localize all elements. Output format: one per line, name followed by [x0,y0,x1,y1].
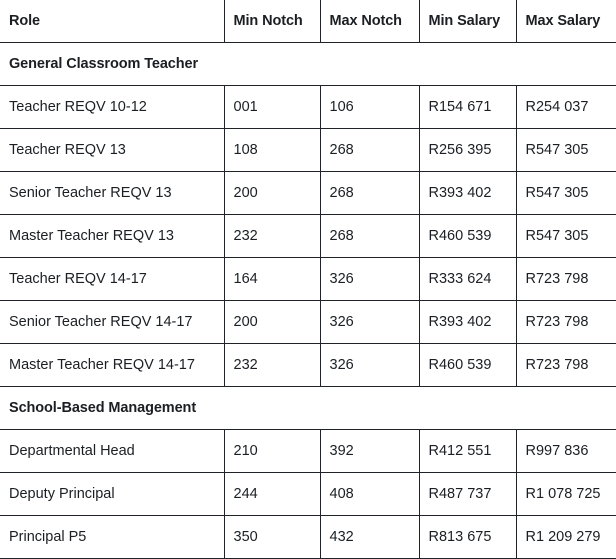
table-header-row [0,0,616,43]
table-cell-min-notch: 164 [224,258,320,301]
table-group-row [0,387,616,430]
table-cell-role: Master Teacher REQV 14-17 [0,344,224,387]
table-cell-role: Teacher REQV 13 [0,129,224,172]
table-cell-max-salary: R723 798 [516,258,616,301]
table-group-row [0,43,616,86]
table-cell-min-notch: 108 [224,129,320,172]
table-row [0,215,616,258]
table-row [0,344,616,387]
table-cell-min-salary: R154 671 [419,86,516,129]
table-cell-role: Teacher REQV 14-17 [0,258,224,301]
table-cell-max-notch: 408 [320,473,419,516]
table-cell-max-notch: 268 [320,215,419,258]
table-row [0,129,616,172]
column-header-max-notch: Max Notch [320,0,419,43]
table-cell-max-notch: 106 [320,86,419,129]
column-header-min-notch: Min Notch [224,0,320,43]
table-cell-min-salary: R412 551 [419,430,516,473]
table-cell-max-salary: R1 078 725 [516,473,616,516]
column-header-min-salary: Min Salary [419,0,516,43]
table-cell-role: Senior Teacher REQV 14-17 [0,301,224,344]
table-cell-min-salary: R393 402 [419,301,516,344]
table-cell-max-notch: 326 [320,258,419,301]
table-cell-min-notch: 232 [224,215,320,258]
table-cell-max-notch: 392 [320,430,419,473]
table-cell-min-salary: R460 539 [419,344,516,387]
table-cell-role: Teacher REQV 10-12 [0,86,224,129]
table-cell-max-salary: R547 305 [516,172,616,215]
table-body [0,43,616,559]
table-cell-max-salary: R723 798 [516,344,616,387]
table-cell-min-notch: 001 [224,86,320,129]
table-cell-max-salary: R547 305 [516,215,616,258]
table-cell-min-notch: 350 [224,516,320,559]
table-cell-max-salary: R997 836 [516,430,616,473]
table-cell-role: Principal P5 [0,516,224,559]
table-cell-min-notch: 200 [224,301,320,344]
table-cell-role: Departmental Head [0,430,224,473]
table-group-label: General Classroom Teacher [0,43,616,86]
table-cell-min-salary: R460 539 [419,215,516,258]
table-header [0,0,616,43]
table-cell-role: Deputy Principal [0,473,224,516]
table-cell-max-notch: 432 [320,516,419,559]
table-cell-min-notch: 210 [224,430,320,473]
table-row [0,473,616,516]
table-cell-max-salary: R254 037 [516,86,616,129]
table-row [0,86,616,129]
table-row [0,258,616,301]
table-cell-min-salary: R256 395 [419,129,516,172]
table-cell-max-notch: 326 [320,344,419,387]
table-cell-max-salary: R723 798 [516,301,616,344]
table-cell-min-notch: 200 [224,172,320,215]
table-group-label: School-Based Management [0,387,616,430]
table-cell-min-notch: 244 [224,473,320,516]
table-cell-role: Master Teacher REQV 13 [0,215,224,258]
table-row [0,172,616,215]
table-cell-max-notch: 268 [320,172,419,215]
table-cell-min-salary: R487 737 [419,473,516,516]
table-row [0,430,616,473]
table-cell-min-salary: R333 624 [419,258,516,301]
table-cell-min-notch: 232 [224,344,320,387]
table-cell-role: Senior Teacher REQV 13 [0,172,224,215]
table-cell-max-salary: R547 305 [516,129,616,172]
table-row [0,516,616,559]
column-header-role: Role [0,0,224,43]
table-cell-min-salary: R813 675 [419,516,516,559]
column-header-max-salary: Max Salary [516,0,616,43]
table-cell-max-salary: R1 209 279 [516,516,616,559]
table-cell-max-notch: 268 [320,129,419,172]
table-row [0,301,616,344]
table-cell-min-salary: R393 402 [419,172,516,215]
table-cell-max-notch: 326 [320,301,419,344]
